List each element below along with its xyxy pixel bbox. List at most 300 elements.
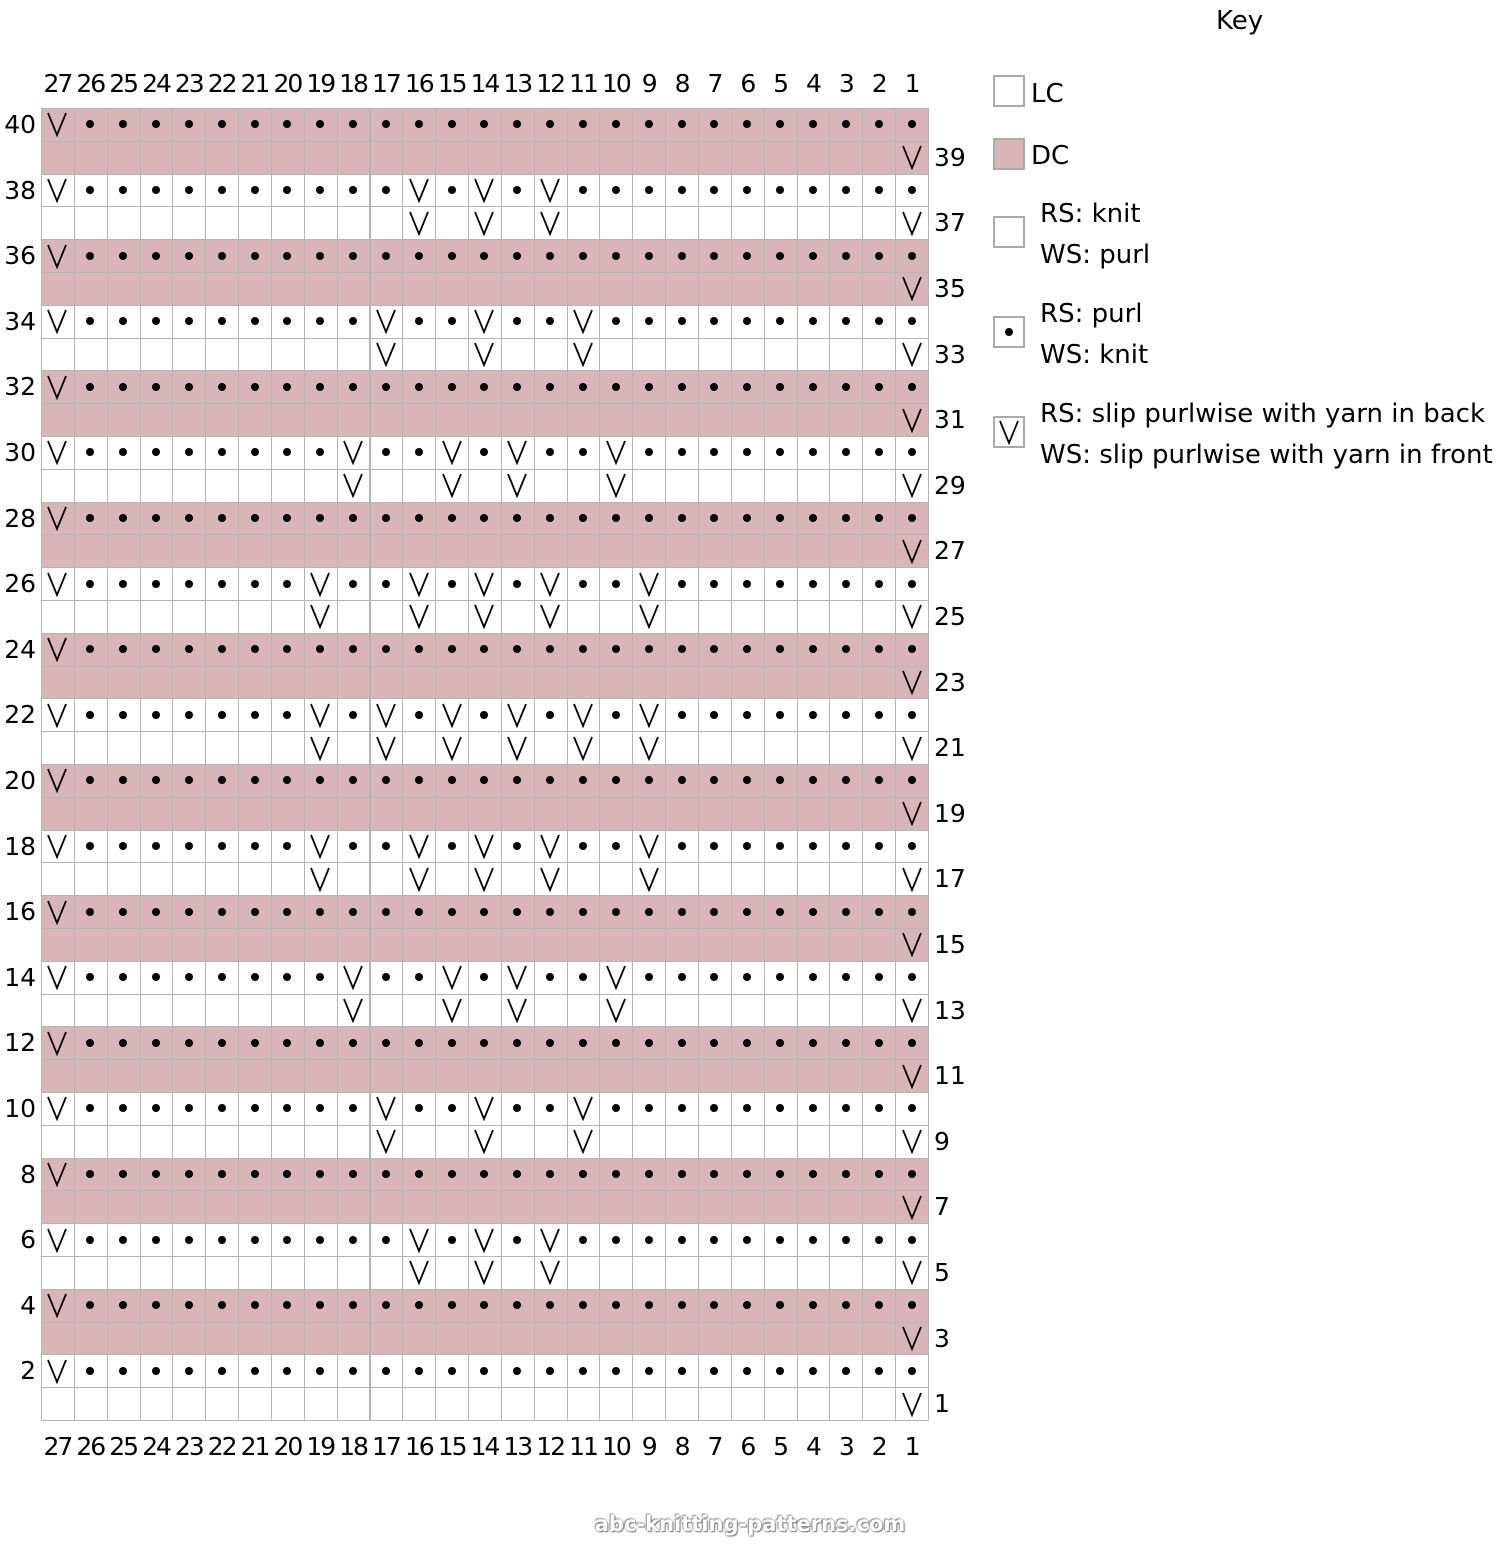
purl-dot-icon <box>402 764 435 797</box>
purl-dot-icon <box>895 698 928 731</box>
chart-cell <box>172 862 206 896</box>
purl-dot-icon <box>74 961 107 994</box>
slip-v-icon <box>501 731 534 764</box>
chart-cell <box>764 141 798 175</box>
purl-dot-icon <box>698 1092 731 1125</box>
chart-cell <box>731 1322 765 1356</box>
purl-dot-icon <box>632 436 665 469</box>
chart-cell <box>205 600 239 634</box>
purl-dot-icon <box>599 764 632 797</box>
chart-cell <box>468 928 502 962</box>
purl-dot-icon <box>140 895 173 928</box>
row-number: 32 <box>4 372 36 402</box>
chart-cell <box>797 797 831 831</box>
purl-dot-icon <box>370 1289 403 1322</box>
slip-v-icon <box>468 305 501 338</box>
chart-cell <box>74 1387 108 1421</box>
chart-cell <box>172 797 206 831</box>
purl-dot-icon <box>665 1158 698 1191</box>
chart-cell <box>534 272 568 306</box>
chart-cell <box>140 141 174 175</box>
purl-dot-icon <box>238 764 271 797</box>
purl-dot-icon <box>468 436 501 469</box>
purl-dot-icon <box>731 502 764 535</box>
purl-dot-icon <box>172 1158 205 1191</box>
chart-cell <box>107 1059 141 1093</box>
row-number: 30 <box>4 438 36 467</box>
chart-cell <box>698 600 732 634</box>
chart-cell <box>337 1256 371 1290</box>
chart-cell <box>172 600 206 634</box>
row-number: 22 <box>4 700 36 730</box>
chart-cell <box>764 1387 798 1421</box>
chart-cell <box>829 1387 863 1421</box>
slip-v-icon <box>468 567 501 600</box>
purl-dot-icon <box>665 830 698 863</box>
purl-dot-icon <box>567 961 600 994</box>
purl-dot-icon <box>862 370 895 403</box>
chart-cell <box>107 403 141 437</box>
chart-cell <box>829 862 863 896</box>
purl-dot-icon <box>205 502 238 535</box>
purl-dot-icon <box>172 698 205 731</box>
chart-cell <box>862 469 896 503</box>
chart-cell <box>304 272 338 306</box>
purl-dot-icon <box>764 1223 797 1256</box>
purl-dot-icon <box>172 108 205 141</box>
slip-v-icon <box>534 1223 567 1256</box>
chart-cell <box>337 338 371 372</box>
chart-cell <box>764 731 798 765</box>
purl-dot-icon <box>534 108 567 141</box>
purl-dot-icon <box>402 1158 435 1191</box>
chart-cell <box>402 1125 436 1159</box>
purl-dot-icon <box>271 633 304 666</box>
purl-dot-icon <box>665 1223 698 1256</box>
chart-cell <box>764 534 798 568</box>
chart-cell <box>337 862 371 896</box>
chart-cell <box>205 731 239 765</box>
chart-cell <box>435 272 469 306</box>
purl-dot-icon <box>665 895 698 928</box>
purl-dot-icon <box>862 1026 895 1059</box>
chart-cell <box>304 1256 338 1290</box>
chart-cell <box>74 797 108 831</box>
purl-dot-icon <box>304 764 337 797</box>
purl-dot-icon <box>534 239 567 272</box>
slip-v-icon <box>370 1125 403 1158</box>
slip-v-icon <box>534 600 567 633</box>
chart-cell <box>567 1059 601 1093</box>
purl-dot-icon <box>829 567 862 600</box>
chart-cell <box>599 928 633 962</box>
purl-dot-icon <box>172 239 205 272</box>
chart-cell <box>205 1256 239 1290</box>
slip-v-icon <box>435 469 468 502</box>
chart-cell <box>797 600 831 634</box>
purl-dot-icon <box>435 502 468 535</box>
purl-dot-icon <box>764 961 797 994</box>
chart-cell <box>140 994 174 1028</box>
purl-dot-icon <box>172 305 205 338</box>
chart-cell <box>205 338 239 372</box>
purl-dot-icon <box>698 1354 731 1387</box>
chart-cell <box>764 1059 798 1093</box>
chart-cell <box>829 141 863 175</box>
purl-dot-icon <box>74 108 107 141</box>
chart-cell <box>337 666 371 700</box>
chart-cell <box>271 272 305 306</box>
purl-dot-icon <box>567 1223 600 1256</box>
chart-cell <box>140 338 174 372</box>
slip-v-icon <box>41 698 74 731</box>
chart-cell <box>567 666 601 700</box>
purl-dot-icon <box>107 567 140 600</box>
row-number: 17 <box>933 864 966 894</box>
chart-cell <box>501 1125 535 1159</box>
chart-cell <box>205 1322 239 1356</box>
purl-dot-icon <box>435 1289 468 1322</box>
chart-cell <box>632 1322 666 1356</box>
column-number: 26 <box>76 69 105 98</box>
chart-cell <box>41 666 75 700</box>
purl-dot-icon <box>205 1092 238 1125</box>
slip-v-icon <box>632 698 665 731</box>
purl-dot-icon <box>895 370 928 403</box>
slip-v-icon <box>895 206 928 239</box>
chart-cell <box>304 1059 338 1093</box>
slip-v-icon <box>41 502 74 535</box>
column-number: 10 <box>601 1432 630 1461</box>
purl-dot-icon <box>238 1289 271 1322</box>
purl-dot-icon <box>764 764 797 797</box>
chart-cell <box>271 469 305 503</box>
purl-dot-icon <box>567 370 600 403</box>
purl-dot-icon <box>665 698 698 731</box>
chart-cell <box>468 1190 502 1224</box>
chart-cell <box>797 994 831 1028</box>
purl-dot-icon <box>665 961 698 994</box>
chart-cell <box>337 1322 371 1356</box>
purl-dot-icon <box>698 108 731 141</box>
chart-cell <box>74 206 108 240</box>
row-number: 3 <box>933 1323 950 1353</box>
purl-dot-icon <box>205 305 238 338</box>
slip-v-icon <box>895 731 928 764</box>
chart-cell <box>205 141 239 175</box>
column-number: 13 <box>503 69 532 98</box>
purl-dot-icon <box>140 567 173 600</box>
chart-cell <box>107 469 141 503</box>
purl-dot-icon <box>107 239 140 272</box>
purl-dot-icon <box>337 1354 370 1387</box>
slip-v-icon <box>304 567 337 600</box>
purl-dot-icon <box>764 436 797 469</box>
chart-cell <box>74 928 108 962</box>
purl-dot-icon <box>74 1354 107 1387</box>
chart-cell <box>370 862 404 896</box>
purl-dot-icon <box>895 239 928 272</box>
chart-cell <box>829 797 863 831</box>
chart-cell <box>862 1387 896 1421</box>
chart-cell <box>468 994 502 1028</box>
purl-dot-icon <box>501 108 534 141</box>
slip-v-icon <box>402 600 435 633</box>
row-number: 7 <box>933 1192 950 1222</box>
purl-dot-icon <box>501 567 534 600</box>
purl-dot-icon <box>567 895 600 928</box>
purl-dot-icon <box>895 1354 928 1387</box>
purl-dot-icon <box>665 567 698 600</box>
slip-v-icon <box>632 567 665 600</box>
purl-dot-icon <box>665 436 698 469</box>
chart-cell <box>107 1387 141 1421</box>
purl-dot-icon <box>895 502 928 535</box>
chart-cell <box>140 731 174 765</box>
slip-v-icon <box>468 600 501 633</box>
chart-cell <box>862 731 896 765</box>
purl-dot-icon <box>238 1092 271 1125</box>
chart-cell <box>172 1059 206 1093</box>
purl-dot-icon <box>172 895 205 928</box>
chart-cell <box>238 994 272 1028</box>
chart-cell <box>632 994 666 1028</box>
chart-cell <box>665 1322 699 1356</box>
chart-cell <box>337 1125 371 1159</box>
slip-v-icon <box>501 994 534 1027</box>
slip-v-icon <box>468 830 501 863</box>
chart-cell <box>74 1125 108 1159</box>
purl-dot-icon <box>731 239 764 272</box>
purl-dot-icon <box>862 1354 895 1387</box>
chart-cell <box>370 534 404 568</box>
slip-v-icon <box>567 305 600 338</box>
purl-dot-icon <box>337 239 370 272</box>
chart-cell <box>140 272 174 306</box>
chart-cell <box>172 1190 206 1224</box>
purl-dot-icon <box>304 1354 337 1387</box>
chart-cell <box>172 272 206 306</box>
chart-cell <box>140 797 174 831</box>
purl-dot-icon <box>304 239 337 272</box>
slip-v-icon <box>41 1026 74 1059</box>
chart-cell <box>567 1256 601 1290</box>
chart-cell <box>862 141 896 175</box>
chart-cell <box>797 534 831 568</box>
chart-cell <box>304 1125 338 1159</box>
purl-dot-icon <box>632 239 665 272</box>
slip-v-icon <box>468 1125 501 1158</box>
purl-dot-icon <box>534 305 567 338</box>
column-number: 18 <box>339 69 367 98</box>
slip-v-icon <box>41 895 74 928</box>
chart-cell <box>140 469 174 503</box>
purl-dot-icon <box>140 1223 173 1256</box>
purl-dot-icon <box>731 895 764 928</box>
chart-cell <box>862 272 896 306</box>
chart-cell <box>205 797 239 831</box>
purl-dot-icon <box>337 764 370 797</box>
purl-dot-icon <box>764 502 797 535</box>
purl-dot-icon <box>468 239 501 272</box>
chart-cell <box>731 731 765 765</box>
chart-cell <box>205 1125 239 1159</box>
column-number: 3 <box>838 1432 853 1461</box>
purl-dot-icon <box>895 633 928 666</box>
purl-dot-icon <box>107 305 140 338</box>
purl-dot-icon <box>862 305 895 338</box>
purl-dot-icon <box>501 305 534 338</box>
chart-cell <box>435 1387 469 1421</box>
chart-cell <box>238 1190 272 1224</box>
chart-cell <box>238 1387 272 1421</box>
chart-cell <box>797 731 831 765</box>
row-number: 34 <box>4 306 36 336</box>
chart-cell <box>665 1190 699 1224</box>
purl-dot-icon <box>238 1158 271 1191</box>
purl-dot-icon <box>862 764 895 797</box>
chart-cell <box>74 666 108 700</box>
purl-dot-icon <box>731 1223 764 1256</box>
chart-cell <box>862 862 896 896</box>
chart-cell <box>74 1190 108 1224</box>
column-number: 22 <box>207 1432 236 1461</box>
purl-dot-icon <box>107 1092 140 1125</box>
chart-cell <box>665 1387 699 1421</box>
chart-cell <box>435 206 469 240</box>
chart-cell <box>698 666 732 700</box>
purl-dot-icon <box>797 764 830 797</box>
purl-dot-icon <box>731 567 764 600</box>
purl-dot-icon <box>435 830 468 863</box>
purl-dot-icon <box>271 305 304 338</box>
chart-cell <box>632 534 666 568</box>
purl-dot-icon <box>764 305 797 338</box>
chart-cell <box>435 862 469 896</box>
chart-cell <box>172 731 206 765</box>
purl-dot-icon <box>435 305 468 338</box>
chart-cell <box>41 600 75 634</box>
purl-dot-icon <box>862 239 895 272</box>
chart-cell <box>107 666 141 700</box>
purl-dot-icon <box>468 1158 501 1191</box>
purl-dot-icon <box>205 436 238 469</box>
chart-cell <box>172 403 206 437</box>
chart-cell <box>764 928 798 962</box>
purl-dot-icon <box>140 830 173 863</box>
purl-dot-icon <box>74 698 107 731</box>
chart-cell <box>238 141 272 175</box>
chart-cell <box>41 272 75 306</box>
chart-cell <box>731 862 765 896</box>
purl-dot-icon <box>567 502 600 535</box>
chart-cell <box>41 403 75 437</box>
chart-cell <box>567 272 601 306</box>
purl-dot-icon <box>172 764 205 797</box>
purl-dot-icon <box>337 1223 370 1256</box>
purl-dot-icon <box>435 239 468 272</box>
slip-v-icon <box>402 174 435 207</box>
purl-dot-icon <box>205 1223 238 1256</box>
chart-cell <box>731 600 765 634</box>
chart-cell <box>731 534 765 568</box>
slip-v-icon <box>534 830 567 863</box>
chart-cell <box>862 1059 896 1093</box>
purl-dot-icon <box>764 174 797 207</box>
chart-cell <box>140 1190 174 1224</box>
purl-dot-icon <box>140 436 173 469</box>
purl-dot-icon <box>698 961 731 994</box>
purl-dot-icon <box>74 436 107 469</box>
chart-cell <box>862 600 896 634</box>
chart-cell <box>862 666 896 700</box>
chart-cell <box>534 1059 568 1093</box>
chart-cell <box>599 206 633 240</box>
chart-cell <box>370 469 404 503</box>
chart-cell <box>140 1059 174 1093</box>
chart-cell <box>665 206 699 240</box>
purl-dot-icon <box>304 502 337 535</box>
row-number: 6 <box>20 1225 36 1255</box>
row-number: 39 <box>933 142 966 172</box>
chart-cell <box>107 862 141 896</box>
row-number: 1 <box>933 1389 950 1419</box>
slip-v-icon <box>304 862 337 895</box>
chart-cell <box>41 1387 75 1421</box>
purl-dot-icon <box>238 305 271 338</box>
purl-dot-icon <box>238 370 271 403</box>
purl-dot-icon <box>370 633 403 666</box>
chart-cell <box>665 1256 699 1290</box>
purl-dot-icon <box>370 502 403 535</box>
purl-dot-icon <box>402 436 435 469</box>
chart-cell <box>829 403 863 437</box>
purl-dot-icon <box>797 567 830 600</box>
slip-v-icon <box>895 469 928 502</box>
purl-dot-icon <box>599 1026 632 1059</box>
purl-dot-icon <box>764 239 797 272</box>
row-number: 23 <box>933 667 966 697</box>
purl-dot-icon <box>797 1026 830 1059</box>
purl-dot-icon <box>829 1092 862 1125</box>
key-slip-ws-label: WS: slip purlwise with yarn in front <box>1040 440 1493 470</box>
purl-dot-icon <box>435 1092 468 1125</box>
column-number: 11 <box>569 1432 597 1461</box>
chart-cell <box>698 1059 732 1093</box>
slip-v-icon <box>895 1256 928 1289</box>
purl-dot-icon <box>797 830 830 863</box>
purl-dot-icon <box>534 502 567 535</box>
purl-dot-icon <box>370 239 403 272</box>
slip-v-icon <box>534 1256 567 1289</box>
purl-dot-icon <box>797 895 830 928</box>
purl-dot-icon <box>534 633 567 666</box>
chart-cell <box>829 338 863 372</box>
purl-dot-icon <box>665 305 698 338</box>
chart-cell <box>567 1387 601 1421</box>
chart-cell <box>731 1387 765 1421</box>
slip-v-icon <box>501 469 534 502</box>
slip-v-icon <box>41 764 74 797</box>
column-number: 12 <box>536 69 565 98</box>
key-knit-swatch <box>993 216 1025 248</box>
slip-v-icon <box>435 698 468 731</box>
purl-dot-icon <box>205 239 238 272</box>
slip-v-icon <box>402 567 435 600</box>
purl-dot-icon <box>567 436 600 469</box>
chart-cell <box>862 797 896 831</box>
purl-dot-icon <box>238 239 271 272</box>
